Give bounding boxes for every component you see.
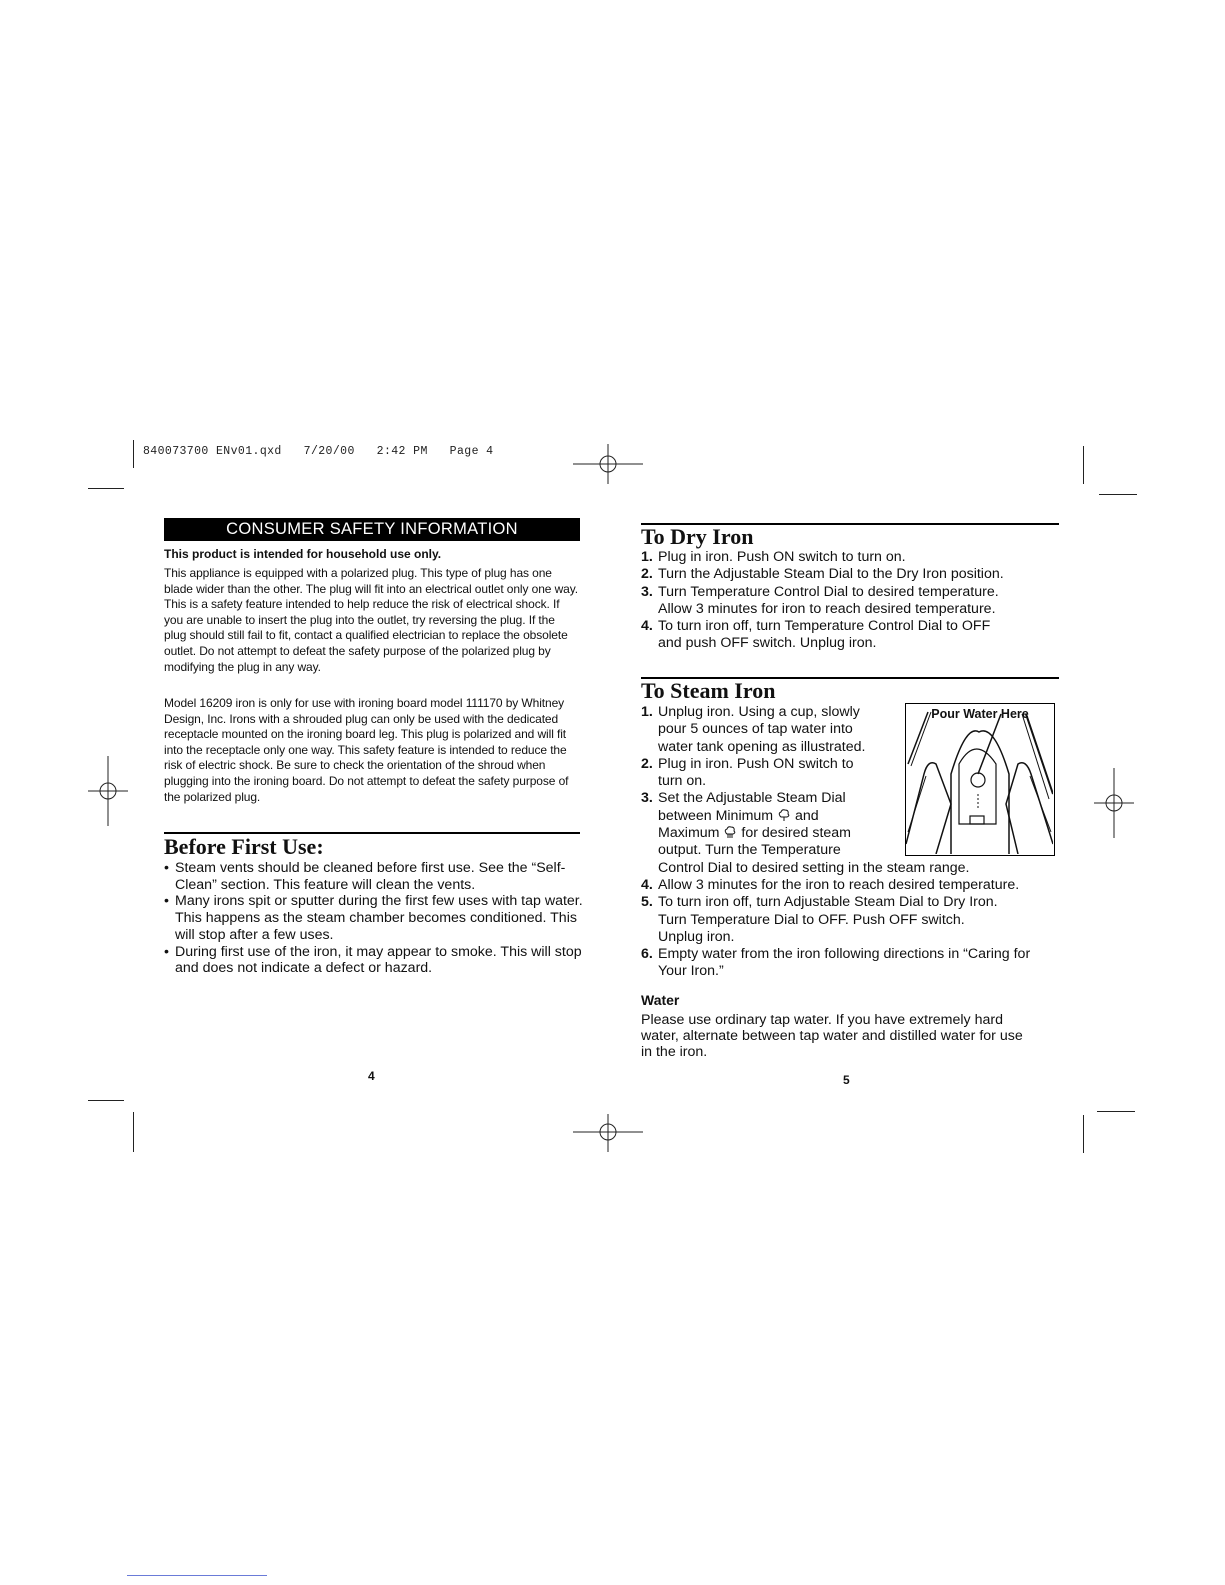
slug-time: 2:42 PM bbox=[376, 445, 428, 458]
page-number-right: 5 bbox=[843, 1073, 850, 1087]
registration-mark-icon bbox=[573, 432, 643, 502]
steam-maximum-icon bbox=[723, 825, 737, 839]
before-first-use-list bbox=[164, 860, 584, 977]
step-text: Turn Temperature Control Dial to desired temperature. Allow 3 minutes for iron to reach desired temperature. bbox=[658, 583, 999, 617]
list-item: • Steam vents should be cleaned before first use. See the “Self-Clean” section. This feature will clean the vents. bbox=[164, 860, 584, 893]
step-text: Plug in iron. Push ON switch to turn on. bbox=[658, 755, 854, 790]
list-item bbox=[641, 618, 1061, 653]
step-number: 1. bbox=[641, 704, 653, 720]
list-item bbox=[641, 894, 1061, 946]
step-text: and Maximum bbox=[658, 807, 819, 842]
list-item bbox=[641, 877, 1061, 894]
print-slug bbox=[143, 445, 493, 458]
steam-iron-steps-top bbox=[641, 704, 879, 860]
crop-mark bbox=[1083, 446, 1084, 484]
crop-mark bbox=[1083, 1115, 1084, 1153]
polarized-plug-paragraph: This appliance is equipped with a polarized plug. This type of plug has one blade wider than the other. The plug will fit into an electrical outlet only one way. This is a safety feature intended to help reduce the risk of electrical shock. If you are unable to insert the plug into the outlet, try reversing the plug. If the plug should still fail to fit, contact a qualified electrician to replace the obsolete outlet. Do not attempt to defeat the safety purpose of the polarized plug by modifying the plug in any way. bbox=[164, 566, 578, 674]
step-number: 3. bbox=[641, 583, 653, 600]
list-item bbox=[641, 584, 1061, 619]
step-number: 4. bbox=[641, 877, 653, 893]
steam-minimum-icon bbox=[777, 808, 791, 822]
iron-water-tank-icon bbox=[906, 704, 1053, 854]
slug-file: 840073700 ENv01.qxd bbox=[143, 445, 282, 458]
step-number: 4. bbox=[641, 618, 653, 635]
list-item bbox=[641, 566, 1061, 583]
slug-date: 7/20/00 bbox=[303, 445, 355, 458]
step-text: To turn iron off, turn Adjustable Steam Dial to Dry Iron. Turn Temperature Dial to OFF. Push OFF switch. Unplug iron. bbox=[658, 894, 998, 945]
page-number-left: 4 bbox=[368, 1069, 375, 1083]
pour-water-illustration bbox=[905, 703, 1055, 856]
step-text: Turn the Adjustable Steam Dial to the Dry Iron position. bbox=[658, 566, 1004, 583]
list-item: • During first use of the iron, it may appear to smoke. This will stop and does not indicate a defect or hazard. bbox=[164, 944, 584, 977]
step-text: for desired steam output. Turn the Temperature bbox=[658, 825, 851, 859]
step-number: 3. bbox=[641, 790, 653, 807]
water-paragraph: Please use ordinary tap water. If you have extremely hard water, alternate between tap water and distilled water for use in the iron. bbox=[641, 1012, 1023, 1060]
step-text: Empty water from the iron following directions in “Caring for Your Iron.” bbox=[658, 946, 1031, 980]
safety-banner: CONSUMER SAFETY INFORMATION bbox=[164, 518, 580, 541]
crop-mark bbox=[88, 1100, 124, 1101]
figure-caption: Pour Water Here bbox=[931, 707, 1029, 721]
registration-mark-icon bbox=[1079, 768, 1149, 838]
step-number: 6. bbox=[641, 946, 653, 963]
step-text: To turn iron off, turn Temperature Control Dial to OFF and push OFF switch. Unplug iron. bbox=[658, 618, 991, 652]
step-text: Set the Adjustable Steam Dial between Minimum bbox=[658, 790, 846, 824]
water-heading: Water bbox=[641, 992, 680, 1008]
registration-mark-icon bbox=[73, 756, 143, 826]
step-text: Plug in iron. Push ON switch to turn on. bbox=[658, 549, 906, 565]
registration-mark-icon bbox=[573, 1096, 643, 1166]
step-number: 5. bbox=[641, 894, 653, 911]
step-number: 1. bbox=[641, 549, 653, 565]
footer-rule bbox=[127, 1574, 267, 1576]
list-item bbox=[641, 790, 879, 859]
ironing-board-paragraph: Model 16209 iron is only for use with ironing board model 111170 by Whitney Design, Inc. Irons with a shrouded plug can only be used with the dedicated receptacle mounted on the ironing board leg. This plug is polarized and will fit into the receptacle only one way. This safety feature is intended to reduce the risk of electric shock. Be sure to check the orientation of the shroud when plugging into the ironing board. Do not attempt to defeat the safety purpose of the polarized plug. bbox=[164, 696, 569, 804]
step-text: Control Dial to desired setting in the steam range. bbox=[658, 860, 970, 876]
household-use-notice: This product is intended for household use only. bbox=[164, 547, 442, 561]
list-item bbox=[641, 756, 879, 791]
step-number: 2. bbox=[641, 566, 653, 583]
steam-iron-steps-bottom bbox=[641, 877, 1061, 981]
list-item bbox=[641, 704, 879, 756]
crop-mark bbox=[1097, 1111, 1135, 1112]
list-item: • Many irons spit or sputter during the first few uses with tap water. This happens as the steam chamber becomes conditioned. This will stop after a few uses. bbox=[164, 893, 584, 943]
slug-page: Page 4 bbox=[449, 445, 494, 458]
before-first-use-heading: Before First Use: bbox=[164, 834, 324, 859]
crop-mark bbox=[88, 488, 124, 489]
dry-iron-heading: To Dry Iron bbox=[641, 524, 754, 549]
list-item bbox=[641, 946, 1061, 981]
crop-mark bbox=[1099, 494, 1137, 495]
crop-mark bbox=[133, 440, 134, 468]
step-text: Unplug iron. Using a cup, slowly pour 5 ounces of tap water into water tank opening as illustrated. bbox=[658, 704, 866, 755]
crop-mark bbox=[133, 1112, 134, 1152]
step-text: Allow 3 minutes for the iron to reach desired temperature. bbox=[658, 877, 1020, 893]
list-item bbox=[641, 549, 1061, 566]
dry-iron-steps bbox=[641, 549, 1061, 653]
steam-iron-heading: To Steam Iron bbox=[641, 678, 776, 703]
step-number: 2. bbox=[641, 755, 653, 772]
